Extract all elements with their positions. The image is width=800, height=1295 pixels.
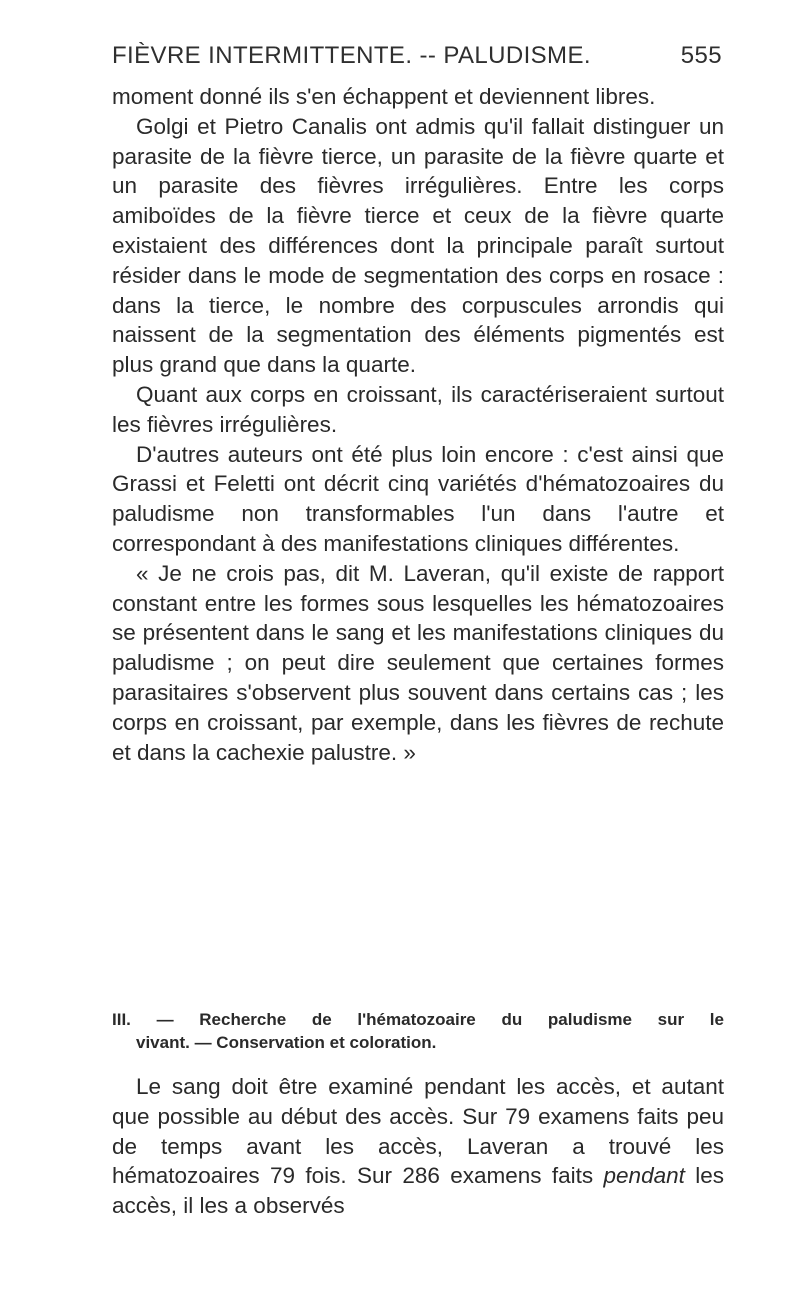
paragraph-continuation: moment donné ils s'en échappent et deviennent libres. — [112, 84, 656, 109]
section-text — [112, 1072, 724, 1221]
paragraph-examen-start: Le sang doit être examiné pendant les accès, et autant que possible au début des accès. Sur 79 examens faits peu de temps avant les accès, Laveran a trouvé les hématozoaires 79 fois. Sur 286 examens faits — [112, 1074, 724, 1189]
paragraph-examen-end: les accès, il les a observés — [112, 1163, 724, 1219]
section-heading-line-2: vivant. — Conservation et coloration. — [136, 1033, 437, 1052]
paragraph-grassi-feletti: D'autres auteurs ont été plus loin encore : c'est ainsi que Grassi et Feletti ont décrit cinq variétés d'hématozoaires du paludisme non transformables l'un dans l'autre et correspondant à des manifestations cliniques différentes. — [112, 441, 724, 556]
main-text — [112, 82, 724, 767]
section-heading-line-1: III. — Recherche de l'hématozoaire du paludisme sur le — [112, 1010, 724, 1029]
paragraph-examen — [112, 1072, 724, 1221]
page-number: 555 — [680, 42, 722, 69]
paragraph-golgi: Golgi et Pietro Canalis ont admis qu'il fallait distinguer un parasite de la fièvre tierce, un parasite de la fièvre quarte et un parasite des fièvres irrégulières. Entre les corps amiboïdes de la fièvre tierce et ceux de la fièvre quarte existaient des différences dont la principale paraît surtout résider dans le mode de segmentation des corps en rosace : dans la tierce, le nombre des corpuscules arrondis qui naissent de la segmentation des éléments pigmentés est plus grand que dans la quarte. — [112, 113, 724, 378]
paragraph-laveran-quote: « Je ne crois pas, dit M. Laveran, qu'il existe de rapport constant entre les formes sous lesquelles les hématozoaires se présentent dans le sang et les manifestations cliniques du paludisme ; on peut dire seulement que certaines formes parasitaires s'observent plus souvent dans certains cas ; les corps en croissant, par exemple, dans les fièvres de rechute et dans la cachexie palustre. » — [112, 560, 724, 765]
paragraph-croissant: Quant aux corps en croissant, ils caractériseraient surtout les fièvres irrégulières. — [112, 381, 724, 437]
running-head-title: FIÈVRE INTERMITTENTE. -- PALUDISME. — [112, 42, 591, 69]
section-heading — [112, 1008, 724, 1054]
emphasis-pendant: pendant — [603, 1163, 685, 1189]
running-head — [112, 42, 722, 76]
